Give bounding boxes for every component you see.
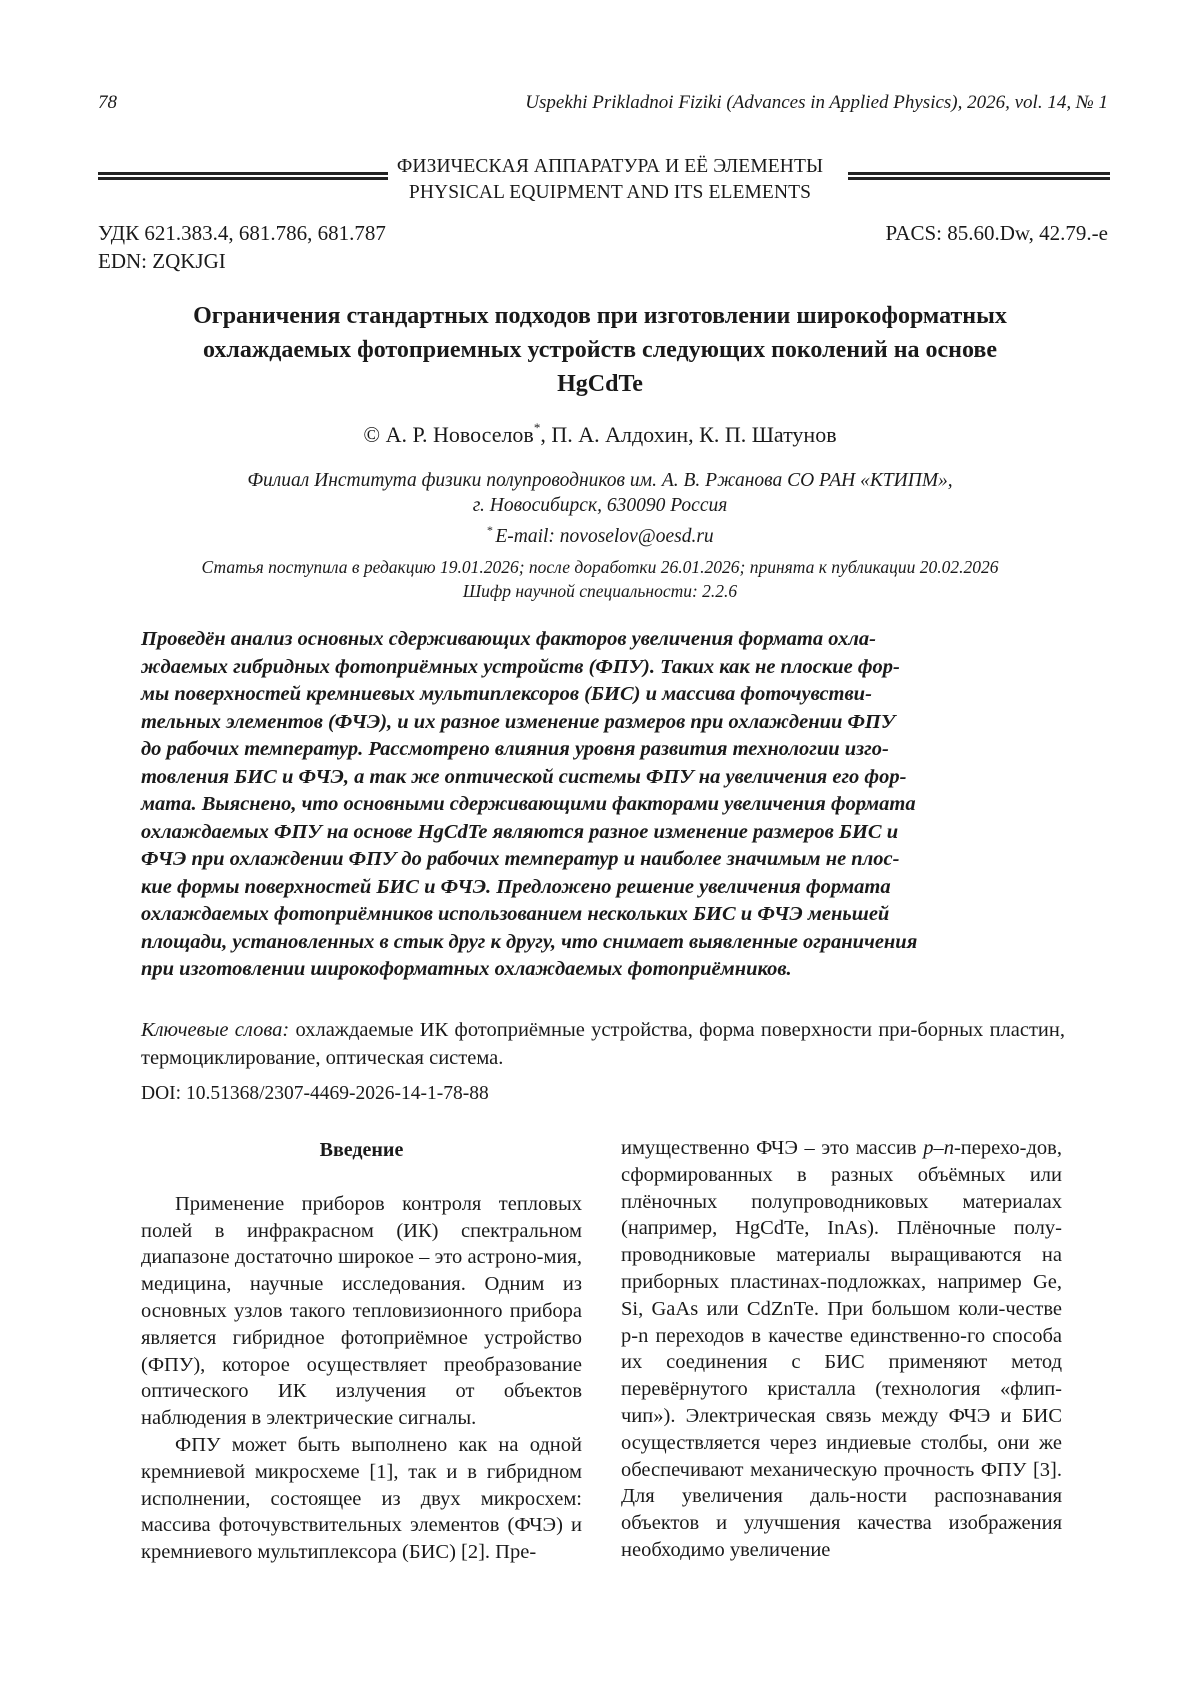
- author-name: А. Р. Новоселов: [385, 422, 534, 447]
- article-dates: [0, 555, 1200, 603]
- body-paragraph: [621, 1135, 1062, 1564]
- body-column-left: [141, 1120, 582, 1566]
- page-number: 78: [98, 92, 117, 113]
- pacs-code: PACS: 85.60.Dw, 42.79.-e: [885, 221, 1108, 245]
- authors: [0, 420, 1200, 448]
- abstract-line: мата. Выяснено, что основными сдерживающими факторами увеличения формата: [141, 793, 916, 815]
- section-heading-ru: ФИЗИЧЕСКАЯ АППАРАТУРА И ЕЁ ЭЛЕМЕНТЫ: [396, 156, 824, 177]
- email-address: E-mail: novoselov@oesd.ru: [495, 526, 714, 547]
- paragraph-text: имущественно ФЧЭ – это массив: [621, 1137, 924, 1159]
- abstract-line: до рабочих температур. Рассмотрено влияния уровня развития технологии изго-: [141, 738, 889, 760]
- introduction-heading: Введение: [319, 1139, 404, 1161]
- email-line: [0, 518, 1200, 549]
- abstract-line: Проведён анализ основных сдерживающих факторов увеличения формата охла-: [141, 628, 876, 650]
- section-rule-right: [848, 172, 1110, 180]
- doi: DOI: 10.51368/2307-4469-2026-14-1-78-88: [141, 1083, 489, 1104]
- title-line: HgCdTe: [557, 371, 643, 397]
- section-heading-en: PHYSICAL EQUIPMENT AND ITS ELEMENTS: [408, 182, 812, 203]
- keywords-label: Ключевые слова:: [141, 1019, 290, 1041]
- journal-running-header: Uspekhi Prikladnoi Fiziki (Advances in Applied Physics), 2026, vol. 14, № 1: [525, 92, 1108, 113]
- article-title: [110, 299, 1090, 401]
- title-line: охлаждаемых фотоприемных устройств следующих поколений на основе: [202, 337, 998, 363]
- affiliation-line: Филиал Института физики полупроводников им. А. В. Ржанова СО РАН «КТИПМ»,: [247, 470, 953, 491]
- abstract-line: охлаждаемых ФПУ на основе HgCdTe являются разное изменение размеров БИС и: [141, 820, 899, 843]
- keywords: [141, 1016, 1065, 1072]
- abstract-line: площади, установленных в стык друг к другу, что снимает выявленные ограничения: [141, 930, 918, 953]
- corresponding-author-marker: *: [533, 420, 541, 435]
- abstract-line: тельных элементов (ФЧЭ), и их разное изменение размеров при охлаждении ФПУ: [141, 710, 896, 733]
- edn-code: EDN: ZQKJGI: [98, 249, 226, 273]
- section-heading: [370, 154, 850, 206]
- keywords-text: охлаждаемые ИК фотоприёмные устройства, форма поверхности при-борных пластин, термоциклирование, оптическая система.: [141, 1019, 1065, 1069]
- body-paragraph: Применение приборов контроля тепловых полей в инфракрасном (ИК) спектральном диапазоне достаточно широкое – это астроно-мия, медицина, научные исследования. Одним из основных узлов такого тепловизионного прибора является гибридное фотоприёмное устройство (ФПУ), которое осуществляет преобразование оптического ИК излучения от объектов наблюдения в электрические сигналы.: [141, 1192, 582, 1430]
- affiliation: [0, 468, 1200, 549]
- abstract-line: ФЧЭ при охлаждении ФПУ до рабочих температур и наиболее значимым не плос-: [141, 848, 900, 870]
- affiliation-line: г. Новосибирск, 630090 Россия: [472, 495, 728, 516]
- paragraph-text: -перехо-дов, сформированных в разных объёмных или плёночных полупроводниковых материалах (например, HgCdTe, InAs). Плёночные полу-проводниковые материалы выращиваются на приборных пластинах-подложках, например Ge, Si, GaAs или CdZnTe. При большом коли-честве p-n переходов в качестве единственно-го способа их соединения с БИС применяют метод перевёрнутого кристалла (технология «флип-чип»). Электрическая связь между ФЧЭ и БИС осуществляется через индиевые столбы, они же обеспечивают механическую прочность ФПУ [3]. Для увеличения даль-ности распознавания объектов и улучшения качества изображения необходимо увеличение: [621, 1137, 1062, 1561]
- abstract-line: при изготовлении широкоформатных охлаждаемых фотоприёмников.: [141, 958, 792, 980]
- specialty-code: Шифр научной специальности: 2.2.6: [462, 581, 738, 601]
- abstract-line: кие формы поверхностей БИС и ФЧЭ. Предложено решение увеличения формата: [141, 875, 891, 898]
- copyright-sign: ©: [363, 422, 381, 447]
- body-paragraph: ФПУ может быть выполнено как на одной кремниевой микросхеме [1], так и в гибридном исполнении, состоящее из двух микросхем: массива фоточувствительных элементов (ФЧЭ) и кремниевого мультиплексора (БИС) [2]. Пре-: [141, 1433, 582, 1564]
- abstract: [141, 626, 1065, 984]
- author-names: , П. А. Алдохин, К. П. Шатунов: [540, 422, 837, 447]
- abstract-line: товления БИС и ФЧЭ, а так же оптической системы ФПУ на увеличения его фор-: [141, 765, 907, 788]
- email-marker: *: [486, 523, 493, 537]
- title-line: Ограничения стандартных подходов при изготовлении широкоформатных: [193, 303, 1007, 329]
- udk-code: УДК 621.383.4, 681.786, 681.787: [98, 221, 386, 245]
- abstract-line: ждаемых гибридных фотоприёмных устройств (ФПУ). Таких как не плоские фор-: [141, 655, 900, 678]
- abstract-line: мы поверхностей кремниевых мультиплексоров (БИС) и массива фоточувстви-: [141, 683, 872, 705]
- section-rule-left: [98, 172, 388, 180]
- submission-dates: Статья поступила в редакцию 19.01.2026; после доработки 26.01.2026; принята к публикации 20.02.2026: [201, 557, 999, 577]
- classification-block: [98, 219, 386, 275]
- abstract-line: охлаждаемых фотоприёмников использованием нескольких БИС и ФЧЭ меньшей: [141, 903, 890, 925]
- body-column-right: [621, 1135, 1062, 1564]
- pn-junction-term: p–n: [923, 1137, 954, 1159]
